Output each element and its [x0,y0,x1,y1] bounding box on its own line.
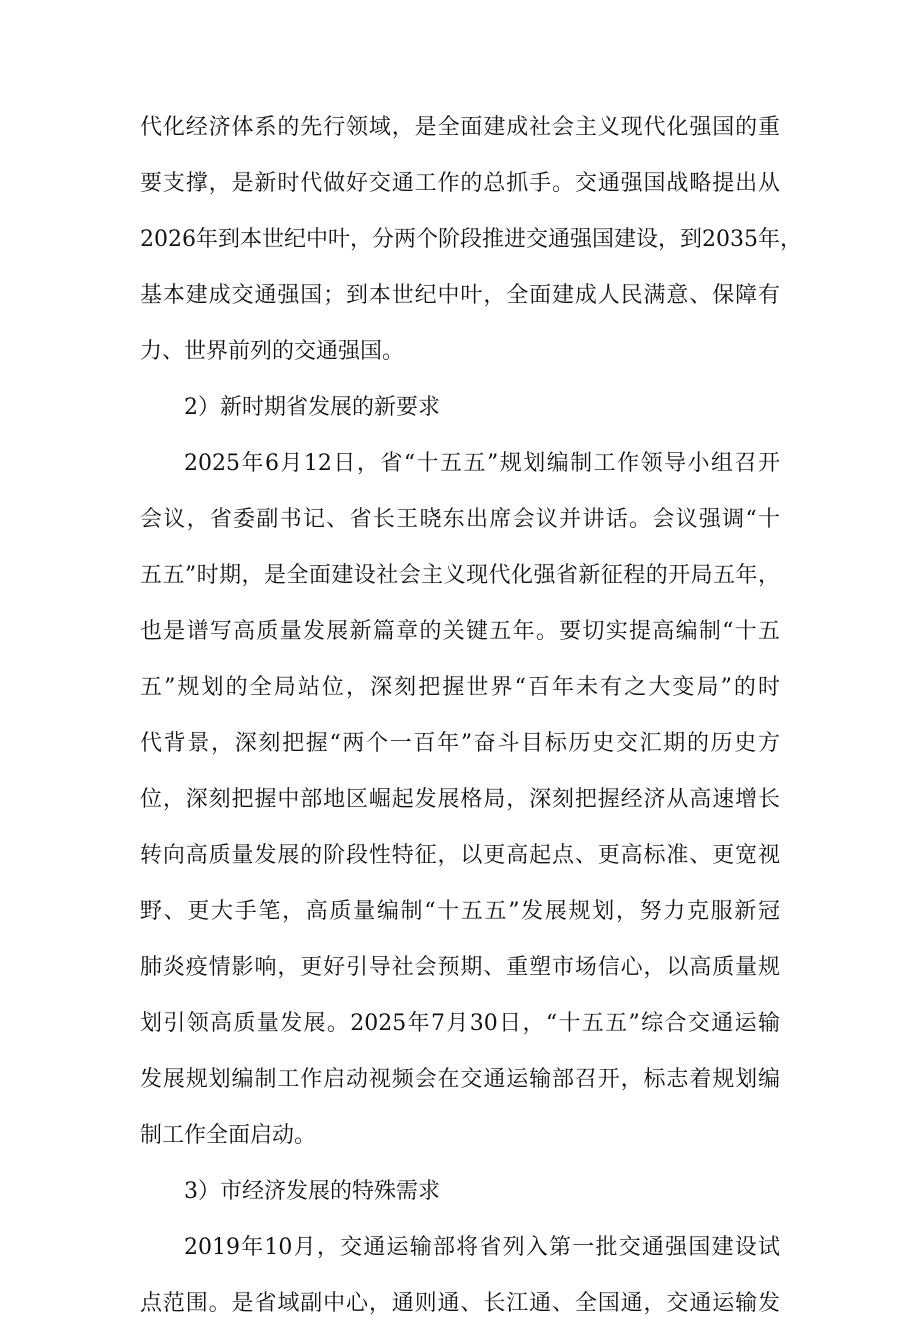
paragraph-2-line-10: 肺炎疫情影响，更好引导社会预期、重塑市场信心，以高质量规 [140,955,780,980]
paragraph-2-line-7: 位，深刻把握中部地区崛起发展格局，深刻把握经济从高速增长 [140,787,780,812]
paragraph-2-line-1: 2025年6月12日，省“十五五”规划编制工作领导小组召开 [184,451,780,476]
paragraph-2-line-8: 转向高质量发展的阶段性特征，以更高起点、更高标准、更宽视 [140,843,780,868]
paragraph-2-line-11: 划引领高质量发展。2025年7月30日，“十五五”综合交通运输 [140,1011,780,1036]
paragraph-1-line-5: 力、世界前列的交通强国。 [140,339,405,364]
paragraph-2-line-13: 制工作全面启动。 [140,1123,317,1148]
paragraph-2-line-5: 五”规划的全局站位，深刻把握世界“百年未有之大变局”的时 [140,675,780,700]
paragraph-1-line-4: 基本建成交通强国；到本世纪中叶，全面建成人民满意、保障有 [140,283,780,308]
paragraph-2-line-3: 五五”时期，是全面建设社会主义现代化强省新征程的开局五年， [140,563,780,588]
document-body [140,100,802,1332]
paragraph-1-line-1: 代化经济体系的先行领域，是全面建成社会主义现代化强国的重 [140,115,780,140]
paragraph-1-line-3: 2026年到本世纪中叶，分两个阶段推进交通强国建设，到2035年， [140,227,802,252]
paragraph-2-line-9: 野、更大手笔，高质量编制“十五五”发展规划，努力克服新冠 [140,899,780,924]
section-heading-2: 2）新时期省发展的新要求 [184,395,440,420]
paragraph-2-line-6: 代背景，深刻把握“两个一百年”奋斗目标历史交汇期的历史方 [140,731,780,756]
paragraph-2-line-4: 也是谱写高质量发展新篇章的关键五年。要切实提高编制“十五 [140,619,780,644]
paragraph-2-line-2: 会议，省委副书记、省长王晓东出席会议并讲话。会议强调“十 [140,507,780,532]
paragraph-3-line-1: 2019年10月，交通运输部将省列入第一批交通强国建设试 [184,1235,780,1260]
paragraph-3-line-2: 点范围。是省域副中心，通则通、长江通、全国通，交通运输发 [140,1291,780,1316]
paragraph-2-line-12: 发展规划编制工作启动视频会在交通运输部召开，标志着规划编 [140,1067,780,1092]
paragraph-1-line-2: 要支撑，是新时代做好交通工作的总抓手。交通强国战略提出从 [140,171,780,196]
section-heading-3: 3）市经济发展的特殊需求 [184,1179,440,1204]
